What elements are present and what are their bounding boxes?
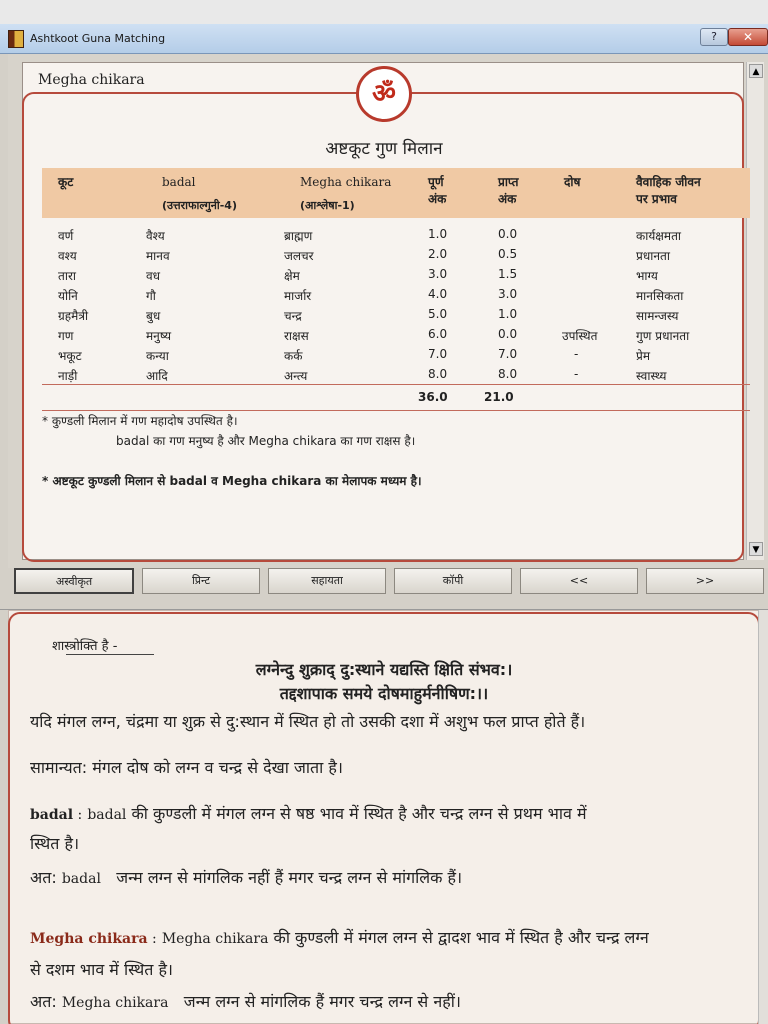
- person2-result: अत: Megha chikara जन्म लग्न से मांगलिक हैं मगर चन्द्र लग्न से नहीं।: [30, 992, 461, 1011]
- window-title: Ashtkoot Guna Matching: [30, 32, 166, 45]
- person2-manglik-line: Megha chikara : Megha chikara की कुण्डली में मंगल लग्न से द्वादश भाव में स्थित है और चन्द्र लग्न: [30, 928, 649, 947]
- melapak-result: * अष्टकूट कुण्डली मिलान से badal व Megha chikara का मेलापक मध्यम है।: [42, 474, 422, 488]
- app-icon: [8, 30, 24, 48]
- copy-button[interactable]: कॉपी: [394, 568, 512, 594]
- gan-detail-note: badal का गण मनुष्य है और Megha chikara का गण राक्षस है।: [116, 434, 416, 448]
- shastra-label: शास्त्रोक्ति है -: [52, 639, 118, 654]
- col-got: प्राप्त अंक: [498, 175, 519, 206]
- table-row: वश्य मानव जलचर 2.0 0.5 प्रधानता: [58, 247, 670, 263]
- print-button[interactable]: प्रिन्ट: [142, 568, 260, 594]
- col-person1: badal (उत्तराफाल्गुनी-4): [162, 175, 237, 212]
- person1-result: अत: badal जन्म लग्न से मांगलिक नहीं हैं मगर चन्द्र लग्न से मांगलिक हैं।: [30, 868, 463, 887]
- om-icon: ॐ: [356, 66, 412, 122]
- table-row: योनि गौ मार्जार 4.0 3.0 मानसिकता: [58, 287, 684, 303]
- shastra-underline: [66, 654, 154, 655]
- table-row: भकूट कन्या कर्क 7.0 7.0 - प्रेम: [58, 347, 651, 363]
- table-divider: [42, 384, 750, 385]
- total-max: 36.0: [418, 390, 448, 404]
- reject-button[interactable]: अस्वीकृत: [14, 568, 134, 594]
- table-row: तारा वध क्षेम 3.0 1.5 भाग्य: [58, 267, 658, 283]
- person1-manglik-line: badal : badal की कुण्डली में मंगल लग्न से षष्ठ भाव में स्थित है और चन्द्र लग्न से प्रथम भाव में: [30, 804, 587, 823]
- window-titlebar: [0, 24, 768, 54]
- scroll-up-icon[interactable]: ▲: [749, 64, 763, 78]
- panel-divider: [0, 598, 768, 610]
- sloka-line-1: लग्नेन्दु शुक्राद् दु:स्थाने यद्यस्ति क्षिति संभव:।: [255, 660, 513, 679]
- sloka-line-2: तद्दशापाक समये दोषमाहुर्मनीषिण:।।: [279, 684, 489, 703]
- scroll-down-icon[interactable]: ▼: [749, 542, 763, 556]
- total-got: 21.0: [484, 390, 514, 404]
- table-header: [42, 168, 750, 218]
- prev-button[interactable]: <<: [520, 568, 638, 594]
- close-icon[interactable]: ✕: [728, 28, 768, 46]
- gan-dosh-note: * कुण्डली मिलान में गण महादोष उपस्थित है।: [42, 414, 238, 428]
- col-dosh: दोष: [564, 175, 581, 189]
- top-strip: [0, 0, 768, 24]
- table-row: वर्ण वैश्य ब्राह्मण 1.0 0.0 कार्यक्षमता: [58, 227, 682, 243]
- col-person2: Megha chikara (आश्लेषा-1): [300, 175, 392, 212]
- col-koot: कूट: [58, 175, 74, 189]
- manglik-definition: यदि मंगल लग्न, चंद्रमा या शुक्र से दु:स्थान में स्थित हो तो उसकी दशा में अशुभ फल प्राप्त होते हैं।: [30, 712, 586, 731]
- person2-manglik-line-2: से दशम भाव में स्थित है।: [30, 960, 173, 979]
- manglik-general: सामान्यत: मंगल दोष को लग्न व चन्द्र से देखा जाता है।: [30, 758, 343, 777]
- help-icon[interactable]: ?: [700, 28, 728, 46]
- person2-header: Megha chikara: [38, 72, 145, 88]
- table-row: गण मनुष्य राक्षस 6.0 0.0 उपस्थित गुण प्रधानता: [58, 327, 690, 343]
- next-button[interactable]: >>: [646, 568, 764, 594]
- col-max: पूर्ण अंक: [428, 175, 447, 206]
- help-button[interactable]: सहायता: [268, 568, 386, 594]
- page-title: अष्टकूट गुण मिलान: [325, 139, 443, 159]
- person1-manglik-line-2: स्थित है।: [30, 834, 80, 853]
- table-row: ग्रहमैत्री बुध चन्द्र 5.0 1.0 सामन्जस्य: [58, 307, 679, 323]
- table-row: नाड़ी आदि अन्त्य 8.0 8.0 - स्वास्थ्य: [58, 367, 667, 383]
- table-divider: [42, 410, 750, 411]
- col-effect: वैवाहिक जीवन पर प्रभाव: [636, 175, 701, 206]
